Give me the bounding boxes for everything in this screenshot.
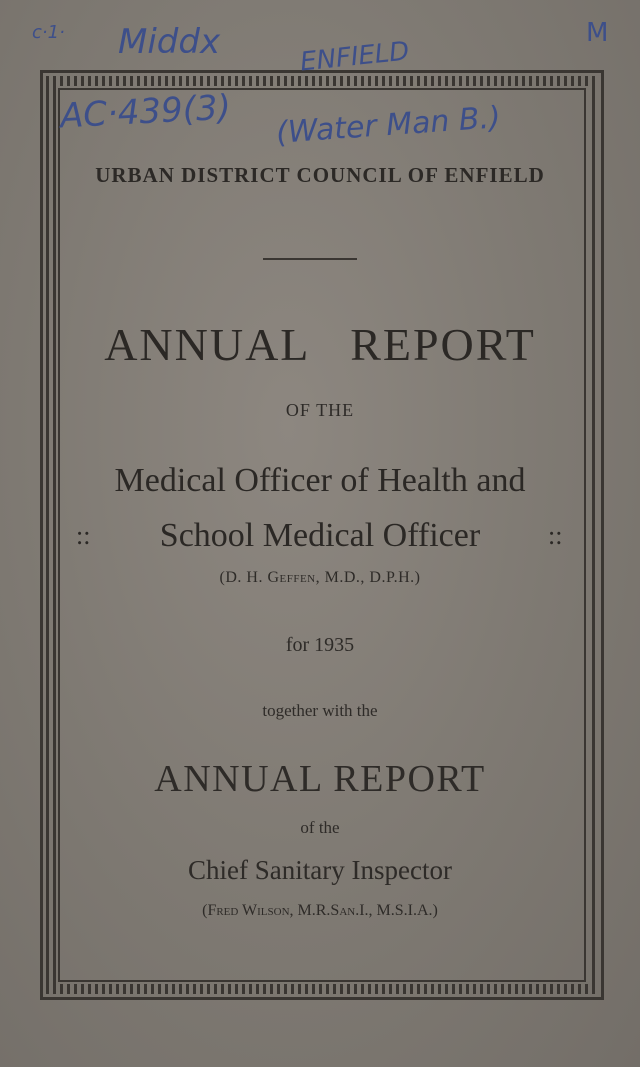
report-year: for 1935 (285, 634, 355, 656)
of-the-label: OF THE (285, 400, 355, 420)
officer-credentials: (D. H. Geffen, M.D., D.P.H.) (219, 569, 421, 586)
handwritten-catalog-number: AC·439(3) (59, 87, 232, 137)
second-report-title: ANNUAL REPORT (154, 758, 486, 800)
inspector-credentials: (Fred Wilson, M.R.San.I., M.S.I.A.) (202, 902, 438, 919)
separator-left: :: (76, 521, 91, 550)
council-heading: URBAN DISTRICT COUNCIL OF ENFIELD (95, 163, 545, 187)
handwritten-m: M (586, 18, 609, 48)
inspector-title: Chief Sanitary Inspector (188, 855, 452, 885)
handwritten-mark-c1: c·1· (32, 22, 65, 43)
handwritten-note: (Water Man B.) (275, 100, 502, 151)
divider-rule (263, 258, 357, 260)
together-with-label: together with the (262, 701, 378, 720)
officer-line-1: Medical Officer of Health and (114, 462, 526, 499)
officer-line-2-row (0, 517, 640, 555)
handwritten-enfield: ENFIELD (298, 36, 411, 78)
separator-right: :: (548, 521, 563, 550)
handwritten-middx: Middx (118, 22, 221, 62)
of-the-label-2: of the (300, 818, 340, 837)
report-title: ANNUAL REPORT (104, 319, 536, 370)
officer-line-2: School Medical Officer (159, 517, 481, 554)
